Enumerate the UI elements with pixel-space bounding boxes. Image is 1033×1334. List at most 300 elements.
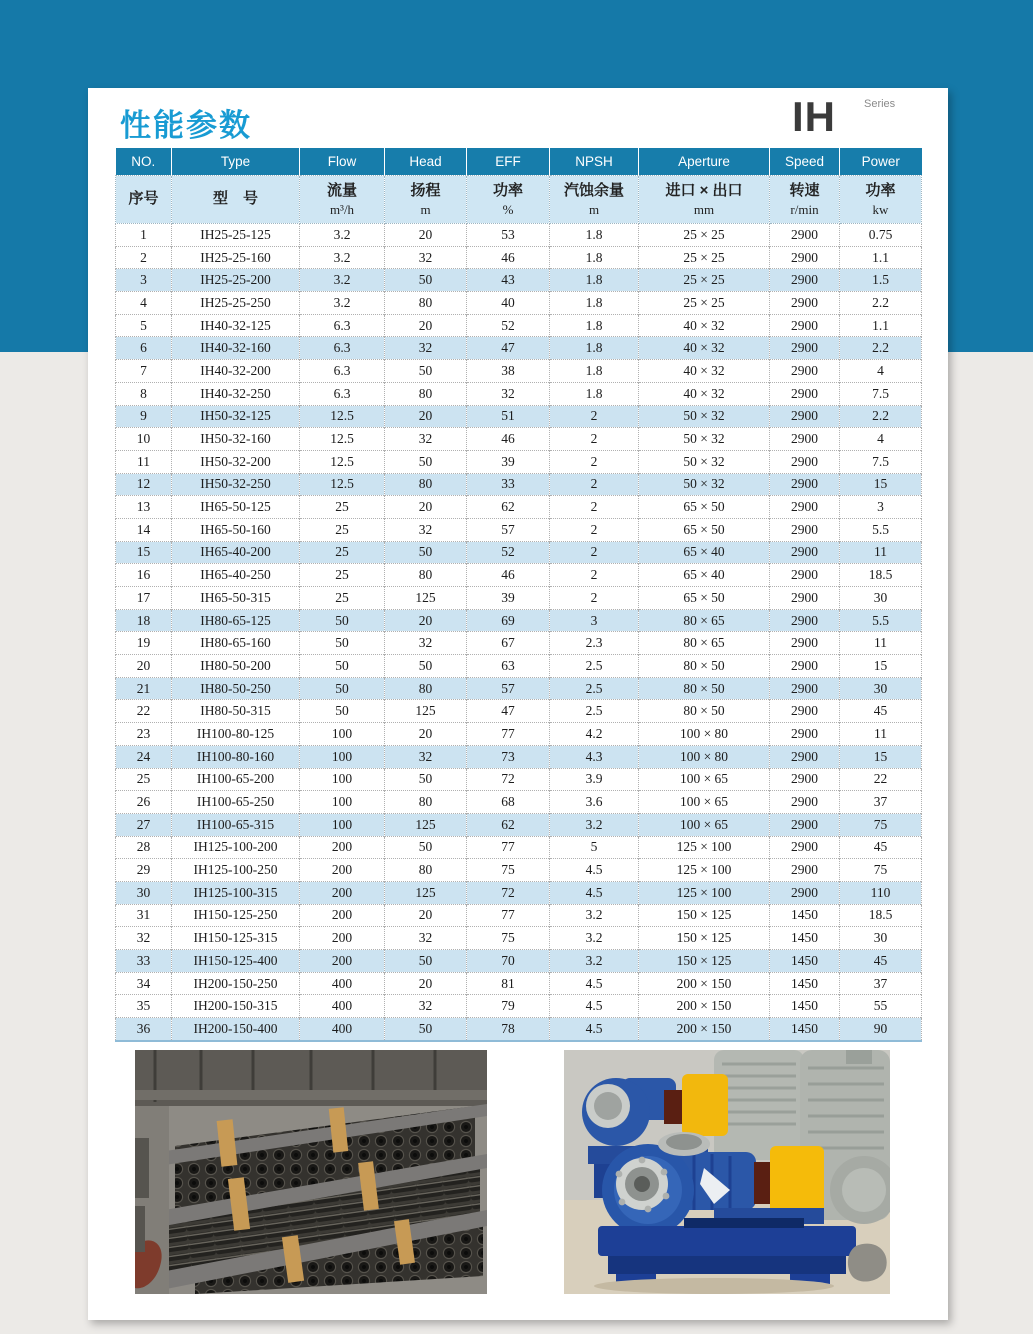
table-cell: 200 — [300, 927, 385, 950]
table-cell: 39 — [467, 450, 550, 473]
table-cell: 1.8 — [550, 314, 639, 337]
table-cell: 20 — [385, 723, 467, 746]
table-cell: 5.5 — [840, 609, 922, 632]
table-cell: 1.8 — [550, 269, 639, 292]
table-cell: 40 × 32 — [639, 337, 770, 360]
table-cell: 30 — [116, 881, 172, 904]
table-row — [116, 496, 922, 519]
table-cell: 25 × 25 — [639, 269, 770, 292]
table-cell: IH100-65-200 — [172, 768, 300, 791]
table-cell: 1450 — [770, 950, 840, 973]
table-cell: 2 — [550, 518, 639, 541]
brand-block — [792, 93, 896, 140]
table-cell: 50 — [385, 655, 467, 678]
table-cell: 62 — [467, 496, 550, 519]
table-cell: 6.3 — [300, 337, 385, 360]
warehouse-photo — [135, 1050, 487, 1294]
table-cell: IH40-32-200 — [172, 360, 300, 383]
table-cell: 79 — [467, 995, 550, 1018]
table-cell: 45 — [840, 950, 922, 973]
col-npsh: NPSH — [550, 148, 639, 176]
table-cell: 33 — [116, 950, 172, 973]
table-row — [116, 564, 922, 587]
table-cell: 25 — [300, 496, 385, 519]
table-cell: 2900 — [770, 791, 840, 814]
table-cell: IH100-80-160 — [172, 745, 300, 768]
table-row — [116, 700, 922, 723]
table-cell: 50 — [300, 632, 385, 655]
table-cell: 1.8 — [550, 382, 639, 405]
col-head: Head — [385, 148, 467, 176]
table-cell: 100 — [300, 813, 385, 836]
table-cell: 46 — [467, 564, 550, 587]
header-row-english — [116, 148, 922, 176]
table-cell: 3.9 — [550, 768, 639, 791]
table-cell: 2.2 — [840, 405, 922, 428]
col-power: Power — [840, 148, 922, 176]
table-cell: 37 — [840, 791, 922, 814]
table-cell: 3.2 — [300, 292, 385, 315]
table-cell: 400 — [300, 972, 385, 995]
table-cell: 125 — [385, 700, 467, 723]
table-cell: 50 — [300, 677, 385, 700]
table-cell: 5.5 — [840, 518, 922, 541]
pumps-photo — [564, 1050, 890, 1294]
table-cell: 80 × 50 — [639, 677, 770, 700]
table-cell: 46 — [467, 428, 550, 451]
table-cell: 77 — [467, 723, 550, 746]
table-cell: 25 × 25 — [639, 292, 770, 315]
table-cell: IH50-32-200 — [172, 450, 300, 473]
col-flow: Flow — [300, 148, 385, 176]
table-cell: 46 — [467, 246, 550, 269]
table-cell: 2900 — [770, 405, 840, 428]
table-cell: 50 — [385, 450, 467, 473]
table-cell: 4.5 — [550, 1018, 639, 1041]
table-cell: 40 × 32 — [639, 314, 770, 337]
table-row — [116, 609, 922, 632]
table-cell: 2900 — [770, 677, 840, 700]
table-cell: 2.2 — [840, 292, 922, 315]
table-cell: 40 × 32 — [639, 382, 770, 405]
table-row — [116, 450, 922, 473]
table-cell: IH50-32-160 — [172, 428, 300, 451]
col-eff: EFF — [467, 148, 550, 176]
table-row — [116, 791, 922, 814]
table-cell: 7 — [116, 360, 172, 383]
table-cell: 50 — [385, 360, 467, 383]
table-cell: 12.5 — [300, 428, 385, 451]
series-label: Series — [864, 98, 896, 110]
table-cell: 11 — [840, 541, 922, 564]
table-cell: 6.3 — [300, 314, 385, 337]
table-row — [116, 518, 922, 541]
table-body — [116, 224, 922, 1041]
table-cell: 25 — [116, 768, 172, 791]
table-row — [116, 632, 922, 655]
table-cell: 2 — [550, 405, 639, 428]
table-cell: 1450 — [770, 904, 840, 927]
table-cell: 78 — [467, 1018, 550, 1041]
table-row — [116, 836, 922, 859]
table-cell: 34 — [116, 972, 172, 995]
table-row — [116, 723, 922, 746]
table-cell: 15 — [840, 745, 922, 768]
table-cell: 100 × 80 — [639, 723, 770, 746]
table-cell: 1450 — [770, 972, 840, 995]
table-row — [116, 995, 922, 1018]
table-cell: 7.5 — [840, 382, 922, 405]
table-cell: 30 — [840, 587, 922, 610]
table-cell: 62 — [467, 813, 550, 836]
table-cell: 3.2 — [300, 269, 385, 292]
table-cell: IH65-50-315 — [172, 587, 300, 610]
table-cell: 40 × 32 — [639, 360, 770, 383]
table-row — [116, 881, 922, 904]
performance-table — [115, 148, 922, 1042]
table-cell: IH80-65-160 — [172, 632, 300, 655]
table-cell: 3.2 — [550, 927, 639, 950]
table-cell: 11 — [840, 723, 922, 746]
ih-logo: IH — [792, 93, 836, 140]
table-cell: 1.8 — [550, 246, 639, 269]
table-cell: 40 — [467, 292, 550, 315]
table-cell: 4.5 — [550, 972, 639, 995]
table-cell: 2900 — [770, 632, 840, 655]
table-cell: 400 — [300, 995, 385, 1018]
table-cell: 5 — [116, 314, 172, 337]
table-cell: 2900 — [770, 224, 840, 247]
table-cell: 57 — [467, 677, 550, 700]
table-cell: 2.2 — [840, 337, 922, 360]
col-no-cn: 序号 — [116, 176, 172, 224]
table-cell: 80 × 65 — [639, 609, 770, 632]
table-cell: 100 — [300, 745, 385, 768]
card-header — [88, 88, 948, 148]
table-cell: 125 × 100 — [639, 881, 770, 904]
table-cell: 65 × 50 — [639, 518, 770, 541]
table-cell: 7.5 — [840, 450, 922, 473]
table-cell: 15 — [840, 473, 922, 496]
table-cell: 80 — [385, 382, 467, 405]
table-cell: 32 — [385, 246, 467, 269]
table-cell: 43 — [467, 269, 550, 292]
table-row — [116, 677, 922, 700]
col-type: Type — [172, 148, 300, 176]
table-cell: 4.3 — [550, 745, 639, 768]
table-row — [116, 768, 922, 791]
table-cell: 12.5 — [300, 473, 385, 496]
table-cell: 100 × 80 — [639, 745, 770, 768]
table-cell: IH100-80-125 — [172, 723, 300, 746]
table-cell: 20 — [385, 972, 467, 995]
table-row — [116, 904, 922, 927]
table-cell: 3.2 — [550, 904, 639, 927]
table-row — [116, 269, 922, 292]
table-cell: 8 — [116, 382, 172, 405]
table-cell: IH65-40-200 — [172, 541, 300, 564]
col-eff-cn: 功率 % — [467, 176, 550, 224]
table-cell: 2900 — [770, 836, 840, 859]
table-row — [116, 927, 922, 950]
table-cell: 11 — [840, 632, 922, 655]
table-cell: 65 × 40 — [639, 564, 770, 587]
table-row — [116, 337, 922, 360]
table-cell: 6.3 — [300, 382, 385, 405]
table-cell: 52 — [467, 314, 550, 337]
table-cell: 2900 — [770, 609, 840, 632]
table-cell: 200 — [300, 950, 385, 973]
table-cell: 2900 — [770, 564, 840, 587]
table-cell: 80 — [385, 473, 467, 496]
table-cell: 2.5 — [550, 677, 639, 700]
table-cell: 2900 — [770, 450, 840, 473]
col-no: NO. — [116, 148, 172, 176]
table-cell: 45 — [840, 836, 922, 859]
table-cell: 200 — [300, 904, 385, 927]
table-cell: 13 — [116, 496, 172, 519]
table-cell: 15 — [116, 541, 172, 564]
table-cell: 100 — [300, 723, 385, 746]
table-cell: 6.3 — [300, 360, 385, 383]
table-cell: 4.5 — [550, 859, 639, 882]
table-cell: 200 × 150 — [639, 995, 770, 1018]
table-cell: IH200-150-250 — [172, 972, 300, 995]
table-cell: 1.8 — [550, 360, 639, 383]
table-cell: 2900 — [770, 360, 840, 383]
table-cell: 100 × 65 — [639, 813, 770, 836]
table-cell: 2900 — [770, 428, 840, 451]
table-cell: 67 — [467, 632, 550, 655]
table-cell: 75 — [467, 859, 550, 882]
table-cell: 32 — [385, 518, 467, 541]
table-cell: 20 — [116, 655, 172, 678]
table-cell: IH150-125-315 — [172, 927, 300, 950]
table-cell: 2900 — [770, 768, 840, 791]
col-head-cn: 扬程 m — [385, 176, 467, 224]
table-cell: 32 — [385, 927, 467, 950]
col-aperture: Aperture — [639, 148, 770, 176]
table-cell: 100 × 65 — [639, 791, 770, 814]
table-cell: 1.1 — [840, 246, 922, 269]
table-cell: 200 — [300, 836, 385, 859]
table-cell: 39 — [467, 587, 550, 610]
table-cell: 25 — [300, 541, 385, 564]
table-cell: 2900 — [770, 473, 840, 496]
table-row — [116, 360, 922, 383]
table-cell: 3 — [116, 269, 172, 292]
table-cell: 52 — [467, 541, 550, 564]
table-cell: 80 — [385, 292, 467, 315]
table-row — [116, 382, 922, 405]
table-row — [116, 428, 922, 451]
table-cell: 5 — [550, 836, 639, 859]
table-cell: 27 — [116, 813, 172, 836]
table-cell: IH80-50-250 — [172, 677, 300, 700]
table-cell: 25 — [300, 587, 385, 610]
table-cell: 2900 — [770, 881, 840, 904]
table-cell: 32 — [116, 927, 172, 950]
table-cell: IH25-25-125 — [172, 224, 300, 247]
table-cell: 2900 — [770, 745, 840, 768]
table-cell: 51 — [467, 405, 550, 428]
table-cell: 72 — [467, 768, 550, 791]
table-cell: IH25-25-200 — [172, 269, 300, 292]
page-title: 性能参数 — [120, 108, 252, 143]
table-cell: 11 — [116, 450, 172, 473]
table-cell: 9 — [116, 405, 172, 428]
table-cell: IH25-25-160 — [172, 246, 300, 269]
table-cell: 2900 — [770, 269, 840, 292]
table-cell: 2.5 — [550, 655, 639, 678]
table-cell: 19 — [116, 632, 172, 655]
table-row — [116, 745, 922, 768]
table-cell: 100 — [300, 791, 385, 814]
table-cell: IH50-32-250 — [172, 473, 300, 496]
table-cell: 20 — [385, 904, 467, 927]
table-cell: 1.1 — [840, 314, 922, 337]
table-cell: 20 — [385, 609, 467, 632]
header-row-chinese — [116, 176, 922, 224]
table-cell: IH125-100-315 — [172, 881, 300, 904]
table-cell: 4 — [116, 292, 172, 315]
table-cell: 50 × 32 — [639, 473, 770, 496]
table-cell: 75 — [840, 813, 922, 836]
table-cell: 150 × 125 — [639, 927, 770, 950]
table-cell: 22 — [840, 768, 922, 791]
table-cell: 21 — [116, 677, 172, 700]
table-cell: 1.8 — [550, 224, 639, 247]
table-cell: 4.5 — [550, 995, 639, 1018]
table-cell: 35 — [116, 995, 172, 1018]
table-cell: 45 — [840, 700, 922, 723]
table-cell: 32 — [385, 632, 467, 655]
table-cell: IH200-150-400 — [172, 1018, 300, 1041]
table-cell: IH40-32-250 — [172, 382, 300, 405]
table-row — [116, 405, 922, 428]
table-cell: 2900 — [770, 859, 840, 882]
table-cell: 3 — [840, 496, 922, 519]
table-cell: 24 — [116, 745, 172, 768]
table-cell: 12 — [116, 473, 172, 496]
table-cell: 47 — [467, 700, 550, 723]
table-cell: IH100-65-315 — [172, 813, 300, 836]
table-cell: 2 — [550, 587, 639, 610]
table-cell: 2900 — [770, 723, 840, 746]
table-cell: 77 — [467, 904, 550, 927]
table-row — [116, 972, 922, 995]
table-cell: 125 — [385, 587, 467, 610]
table-cell: 400 — [300, 1018, 385, 1041]
table-cell: 73 — [467, 745, 550, 768]
table-row — [116, 541, 922, 564]
table-cell: 18 — [116, 609, 172, 632]
table-cell: 2 — [550, 428, 639, 451]
table-cell: IH100-65-250 — [172, 791, 300, 814]
table-cell: 90 — [840, 1018, 922, 1041]
table-cell: 2900 — [770, 292, 840, 315]
table-cell: 110 — [840, 881, 922, 904]
table-cell: 0.75 — [840, 224, 922, 247]
table-cell: 25 × 25 — [639, 246, 770, 269]
table-cell: 32 — [385, 337, 467, 360]
table-cell: 80 × 50 — [639, 700, 770, 723]
table-cell: IH65-40-250 — [172, 564, 300, 587]
table-row — [116, 292, 922, 315]
table-row — [116, 314, 922, 337]
table-cell: 100 × 65 — [639, 768, 770, 791]
table-cell: 4.2 — [550, 723, 639, 746]
table-cell: 31 — [116, 904, 172, 927]
table-cell: 2900 — [770, 700, 840, 723]
table-cell: 2900 — [770, 655, 840, 678]
table-cell: 1450 — [770, 927, 840, 950]
col-speed: Speed — [770, 148, 840, 176]
table-cell: 32 — [385, 428, 467, 451]
table-cell: 36 — [116, 1018, 172, 1041]
table-cell: 47 — [467, 337, 550, 360]
table-cell: 50 — [385, 950, 467, 973]
table-cell: 50 — [385, 768, 467, 791]
table-cell: 2900 — [770, 496, 840, 519]
table-cell: 25 — [300, 564, 385, 587]
table-cell: 1.8 — [550, 337, 639, 360]
table-cell: 53 — [467, 224, 550, 247]
table-cell: 25 × 25 — [639, 224, 770, 247]
table-cell: IH40-32-125 — [172, 314, 300, 337]
table-cell: 2 — [550, 564, 639, 587]
table-cell: 22 — [116, 700, 172, 723]
table-cell: 3.2 — [300, 224, 385, 247]
table-cell: 20 — [385, 224, 467, 247]
table-cell: 80 — [385, 791, 467, 814]
table-cell: 50 — [385, 269, 467, 292]
col-type-cn: 型 号 — [172, 176, 300, 224]
table-cell: 50 — [300, 655, 385, 678]
table-cell: 20 — [385, 314, 467, 337]
table-cell: 2900 — [770, 337, 840, 360]
table-cell: IH65-50-125 — [172, 496, 300, 519]
table-cell: 80 × 65 — [639, 632, 770, 655]
photo-row — [88, 1050, 948, 1294]
table-cell: 50 — [385, 1018, 467, 1041]
table-cell: 150 × 125 — [639, 950, 770, 973]
table-cell: IH80-50-315 — [172, 700, 300, 723]
table-cell: 16 — [116, 564, 172, 587]
col-flow-cn: 流量 m³/h — [300, 176, 385, 224]
table-cell: 150 × 125 — [639, 904, 770, 927]
table-cell: 65 × 50 — [639, 496, 770, 519]
table-row — [116, 813, 922, 836]
col-npsh-cn: 汽蚀余量 m — [550, 176, 639, 224]
table-cell: 81 — [467, 972, 550, 995]
table-cell: 4.5 — [550, 881, 639, 904]
table-cell: 80 × 50 — [639, 655, 770, 678]
table-cell: 125 — [385, 881, 467, 904]
table-cell: 29 — [116, 859, 172, 882]
table-cell: 6 — [116, 337, 172, 360]
table-cell: 10 — [116, 428, 172, 451]
table-cell: 65 × 50 — [639, 587, 770, 610]
table-cell: 1450 — [770, 1018, 840, 1041]
spec-sheet-card — [88, 88, 948, 1320]
table-cell: IH150-125-250 — [172, 904, 300, 927]
table-cell: IH80-50-200 — [172, 655, 300, 678]
table-cell: 2900 — [770, 587, 840, 610]
table-cell: 26 — [116, 791, 172, 814]
table-cell: 32 — [385, 745, 467, 768]
table-cell: 80 — [385, 859, 467, 882]
